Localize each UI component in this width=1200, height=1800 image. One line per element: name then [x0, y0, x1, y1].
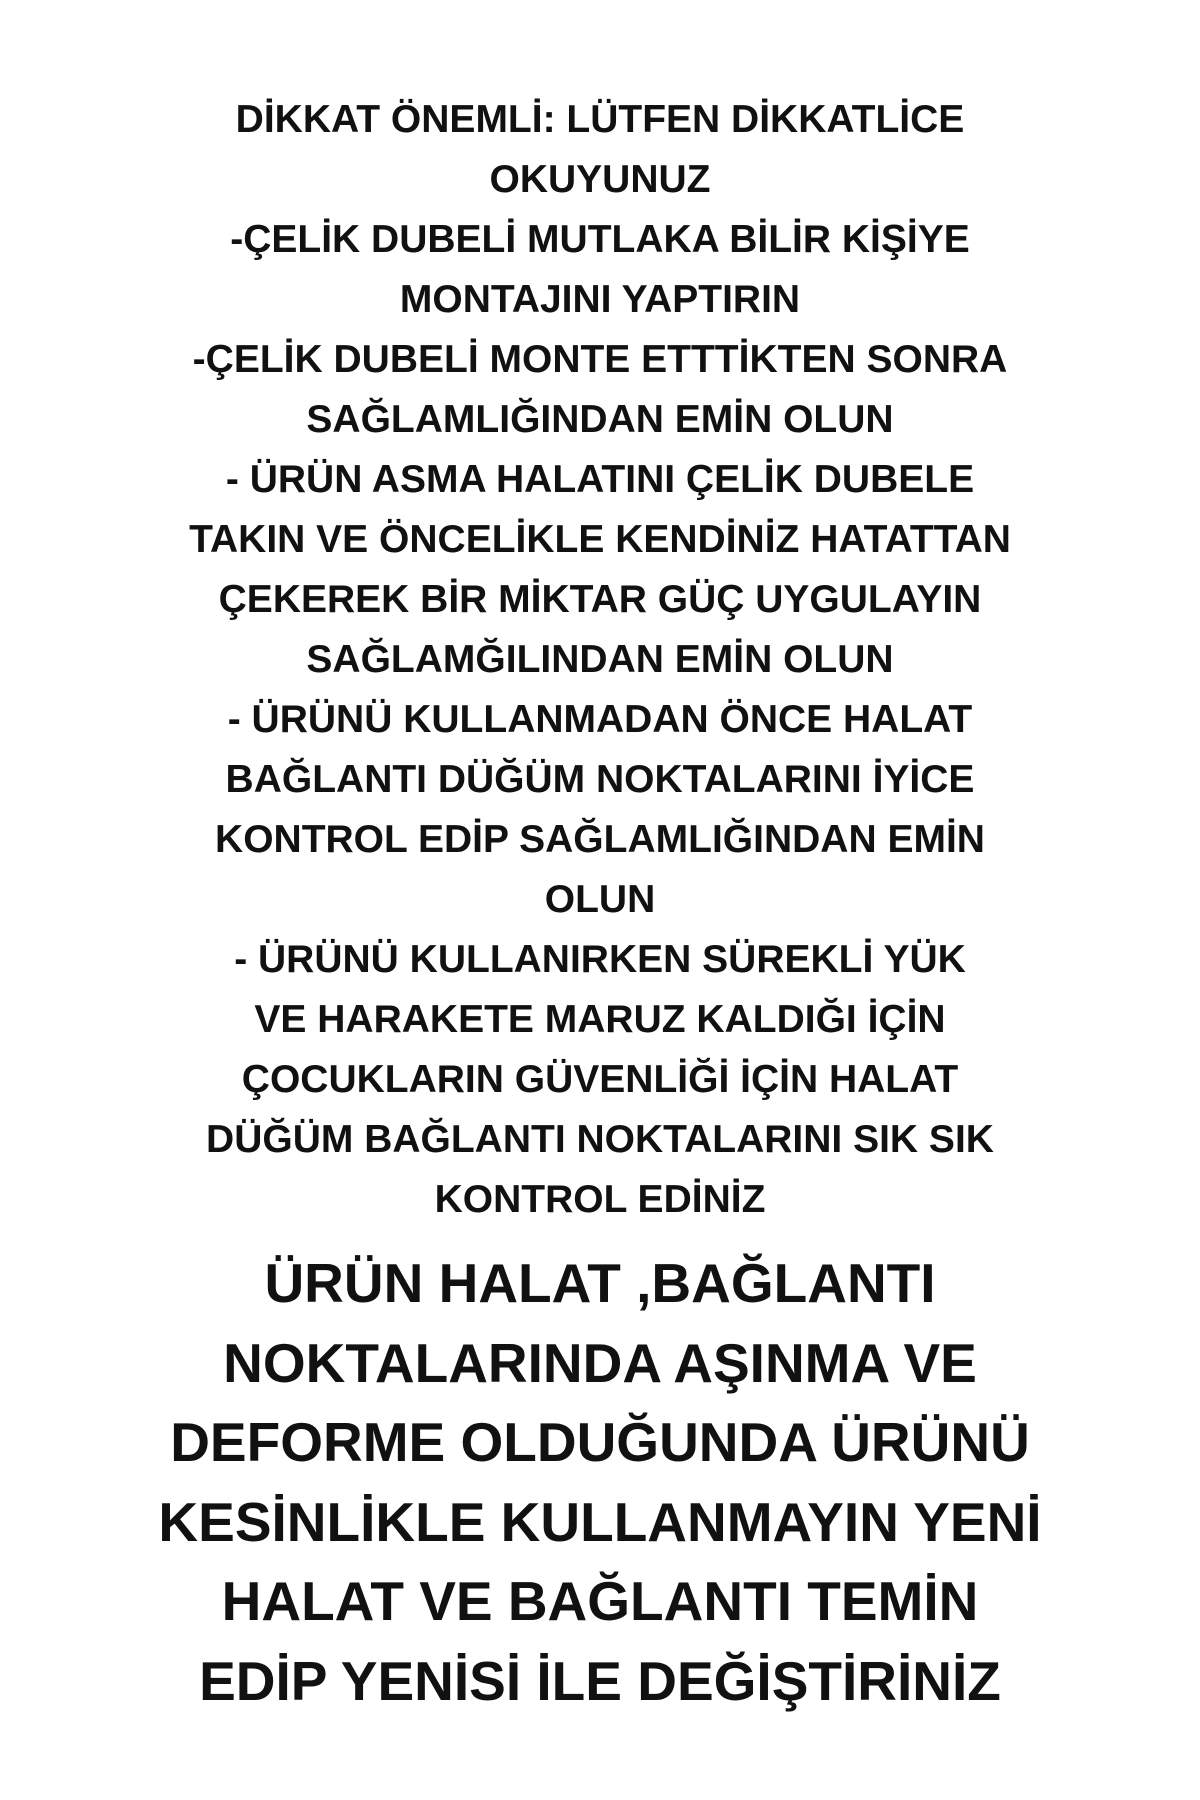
instructions-block — [60, 90, 1140, 1230]
notice-line: BAĞLANTI DÜĞÜM NOKTALARINI İYİCE — [225, 758, 975, 801]
warning-line: KESİNLİKLE KULLANMAYIN YENİ — [158, 1490, 1042, 1553]
warning-line: NOKTALARINDA AŞINMA VE — [223, 1331, 977, 1394]
notice-line: SAĞLAMLIĞINDAN EMİN OLUN — [306, 398, 894, 441]
notice-line: DÜĞÜM BAĞLANTI NOKTALARINI SIK SIK — [206, 1118, 994, 1161]
notice-line: - ÜRÜNÜ KULLANMADAN ÖNCE HALAT — [227, 698, 973, 741]
notice-line: ÇOCUKLARIN GÜVENLİĞİ İÇİN HALAT — [241, 1058, 959, 1101]
warning-line: EDİP YENİSİ İLE DEĞİŞTİRİNİZ — [199, 1649, 1001, 1712]
notice-line: -ÇELİK DUBELİ MONTE ETTTİKTEN SONRA — [192, 338, 1008, 381]
notice-line: OLUN — [544, 878, 656, 921]
notice-line: VE HARAKETE MARUZ KALDIĞI İÇİN — [254, 998, 946, 1041]
notice-line: OKUYUNUZ — [489, 158, 711, 201]
notice-text — [60, 90, 1140, 1721]
notice-line: -ÇELİK DUBELİ MUTLAKA BİLİR KİŞİYE — [230, 218, 970, 261]
notice-line: - ÜRÜNÜ KULLANIRKEN SÜREKLİ YÜK — [234, 938, 966, 981]
warning-line: ÜRÜN HALAT ,BAĞLANTI — [264, 1252, 936, 1314]
warning-line: HALAT VE BAĞLANTI TEMİN — [221, 1570, 979, 1632]
notice-line: DİKKAT ÖNEMLİ: LÜTFEN DİKKATLİCE — [235, 98, 965, 141]
notice-line: - ÜRÜN ASMA HALATINI ÇELİK DUBELE — [225, 458, 975, 501]
notice-line: SAĞLAMĞILINDAN EMİN OLUN — [306, 638, 894, 681]
notice-line: KONTROL EDİP SAĞLAMLIĞINDAN EMİN — [215, 818, 985, 861]
notice-line: TAKIN VE ÖNCELİKLE KENDİNİZ HATATTAN — [189, 518, 1011, 561]
warning-line: DEFORME OLDUĞUNDA ÜRÜNÜ — [170, 1411, 1030, 1473]
notice-line: ÇEKEREK BİR MİKTAR GÜÇ UYGULAYIN — [218, 578, 982, 621]
warning-block — [60, 1244, 1140, 1721]
notice-line: MONTAJINI YAPTIRIN — [399, 278, 801, 321]
notice-line: KONTROL EDİNİZ — [434, 1178, 766, 1221]
